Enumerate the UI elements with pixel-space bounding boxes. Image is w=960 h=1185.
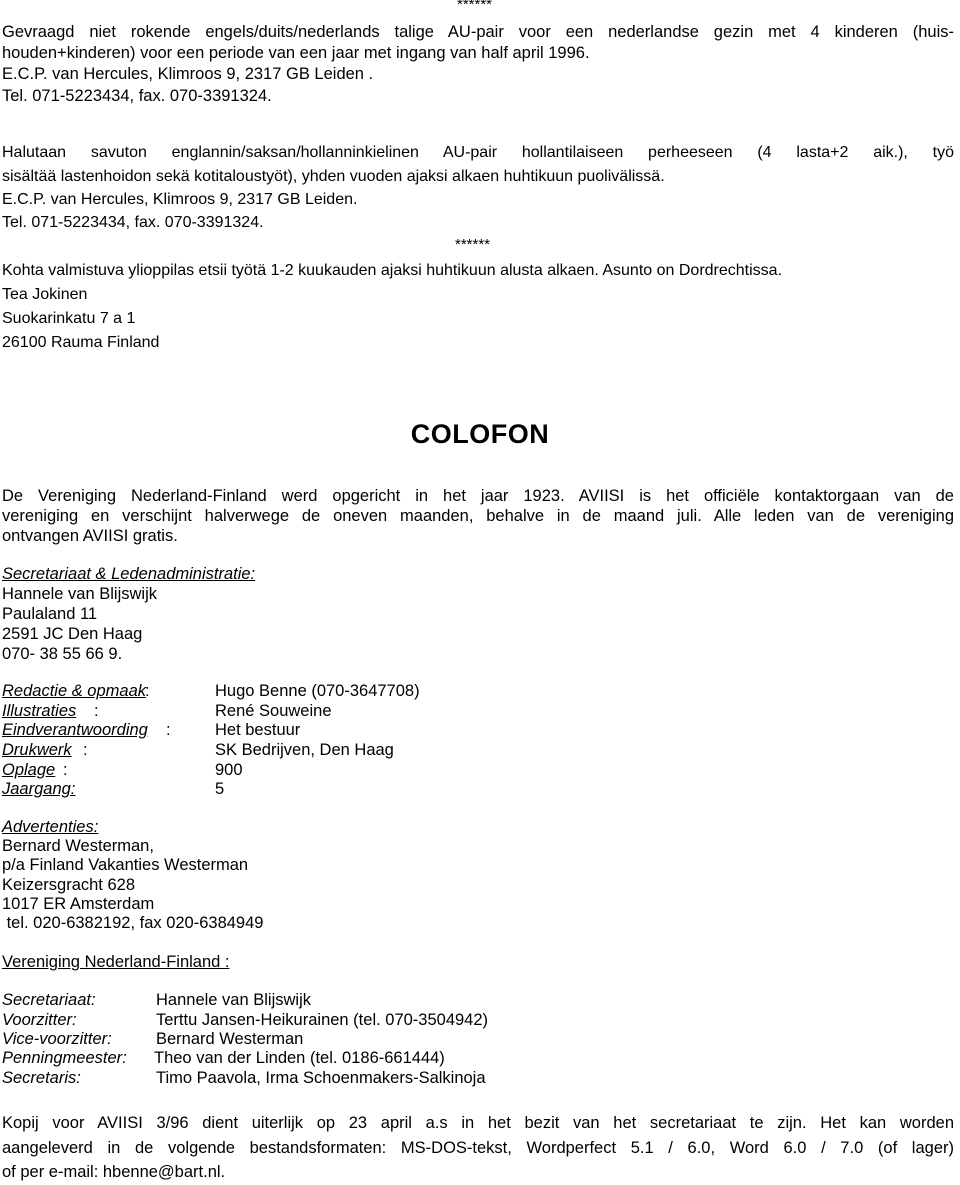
vereniging-heading: Vereniging Nederland-Finland : — [2, 953, 230, 971]
board-value: Theo van der Linden (tel. 0186-661444) — [154, 1049, 445, 1067]
advertenties-label: Advertenties: — [2, 818, 99, 836]
credit-value: René Souweine — [215, 702, 332, 720]
colofon-intro-line: De Vereniging Nederland-Finland werd opgericht in het jaar 1923. AVIISI is het officiële kontaktorgaan van de — [2, 487, 954, 505]
credit-colon: : — [94, 702, 99, 720]
secretariaat-phone: 070- 38 55 66 9. — [2, 645, 123, 663]
finnish-ad-line: sisältää lastenhoidon sekä kotitaloustyöt), yhden vuoden ajaksi alkaen huhtikuun puolivälissä. — [2, 168, 665, 185]
board-value: Hannele van Blijswijk — [156, 991, 311, 1009]
dutch-ad-address: E.C.P. van Hercules, Klimroos 9, 2317 GB Leiden . — [2, 65, 374, 83]
student-ad-name: Tea Jokinen — [2, 286, 88, 303]
finnish-ad-phone: Tel. 071-5223434, fax. 070-3391324. — [2, 214, 264, 231]
board-label: Penningmeester: — [2, 1049, 127, 1067]
advertenties-line: Bernard Westerman, — [2, 837, 154, 855]
dutch-ad-phone: Tel. 071-5223434, fax. 070-3391324. — [2, 87, 272, 105]
finnish-ad-address: E.C.P. van Hercules, Klimroos 9, 2317 GB Leiden. — [2, 191, 358, 208]
credit-colon: : — [83, 741, 88, 759]
separator-stars: ****** — [457, 0, 493, 13]
board-label: Secretaris: — [2, 1069, 81, 1087]
credit-value: Het bestuur — [215, 721, 301, 739]
advertenties-line: 1017 ER Amsterdam — [2, 895, 155, 913]
advertenties-line: p/a Finland Vakanties Westerman — [2, 856, 249, 874]
board-value: Bernard Westerman — [156, 1030, 304, 1048]
board-label: Voorzitter: — [2, 1011, 77, 1029]
kopij-line: aangeleverd in de volgende bestandsformaten: MS-DOS-tekst, Wordperfect 5.1 / 6.0, Word 6.0 / 7.0 (of lager) — [2, 1139, 954, 1157]
kopij-line: Kopij voor AVIISI 3/96 dient uiterlijk op 23 april a.s in het bezit van het secretariaat te zijn. Het kan worden — [2, 1114, 954, 1132]
advertenties-phone: tel. 020-6382192, fax 020-6384949 — [2, 914, 264, 932]
board-label: Vice-voorzitter: — [2, 1030, 112, 1048]
colofon-intro-line: vereniging en verschijnt halverwege de oneven maanden, behalve in de maand juli. Alle leden van de vereniging — [2, 507, 954, 525]
credit-value: SK Bedrijven, Den Haag — [215, 741, 394, 759]
kopij-line: of per e-mail: hbenne@bart.nl. — [2, 1163, 226, 1181]
secretariaat-label: Secretariaat & Ledenadministratie: — [2, 565, 256, 583]
secretariaat-street: Paulaland 11 — [2, 605, 98, 623]
credit-value: 5 — [215, 780, 225, 798]
credit-value: 900 — [215, 761, 243, 779]
colofon-heading: COLOFON — [410, 419, 550, 449]
credit-label: Oplage — [2, 761, 56, 779]
credit-colon: : — [145, 682, 150, 700]
secretariaat-city: 2591 JC Den Haag — [2, 625, 143, 643]
credit-colon: : — [166, 721, 171, 739]
credit-label: Drukwerk — [2, 741, 72, 759]
separator-stars: ****** — [455, 236, 491, 253]
dutch-ad-line: Gevraagd niet rokende engels/duits/nederlands talige AU-pair voor een nederlandse gezin met 4 kinderen (huis- — [2, 23, 954, 41]
student-ad-line: Kohta valmistuva ylioppilas etsii työtä 1-2 kuukauden ajaksi huhtikuun alusta alkaen. Asunto on Dordrechtissa. — [2, 262, 783, 279]
credit-label: Redactie & opmaak — [2, 682, 146, 700]
advertenties-line: Keizersgracht 628 — [2, 876, 135, 894]
student-ad-city: 26100 Rauma Finland — [2, 334, 160, 351]
credit-label: Eindverantwoording — [2, 721, 148, 739]
secretariaat-name: Hannele van Blijswijk — [2, 585, 157, 603]
credit-colon: : — [63, 761, 68, 779]
finnish-ad-line: Halutaan savuton englannin/saksan/hollanninkielinen AU-pair hollantilaiseen perheeseen (4 lasta+2 aik.), työ — [2, 144, 954, 161]
board-value: Timo Paavola, Irma Schoenmakers-Salkinoja — [156, 1069, 486, 1087]
credit-label: Illustraties — [2, 702, 77, 720]
dutch-ad-line: houden+kinderen) voor een periode van een jaar met ingang van half april 1996. — [2, 44, 590, 62]
credit-label: Jaargang: — [2, 780, 76, 798]
student-ad-street: Suokarinkatu 7 a 1 — [2, 310, 136, 327]
colofon-intro-line: ontvangen AVIISI gratis. — [2, 527, 178, 545]
credit-value: Hugo Benne (070-3647708) — [215, 682, 420, 700]
board-label: Secretariaat: — [2, 991, 96, 1009]
board-value: Terttu Jansen-Heikurainen (tel. 070-3504942) — [156, 1011, 489, 1029]
